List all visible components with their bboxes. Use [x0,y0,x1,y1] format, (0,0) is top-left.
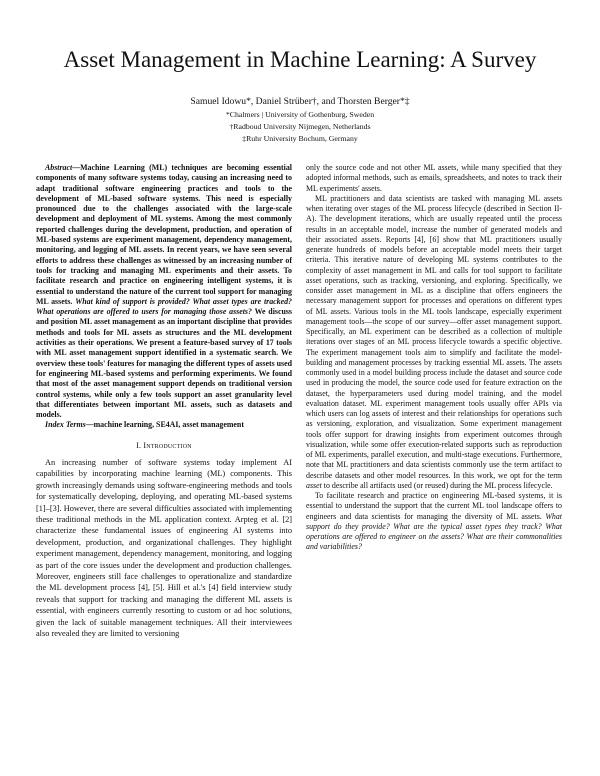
affiliation-1: *Chalmers | University of Gothenburg, Sweden [225,110,375,119]
abstract-questions: What kind of support is provided? What asset types are tracked? What operations are offered to users for managing those assets? [36,296,292,317]
intro-body [36,457,292,640]
right-column [306,163,562,553]
abstract [36,163,292,420]
affiliation-2: †Radboud University Nijmegen, Netherlands [229,122,371,131]
right-paragraph-3-questions: What support do they provide? What are the typical asset types they track? What operations are offered to engineer on the assets? What are their commonalities and variabilities? [306,511,562,552]
paper-title: Asset Management in Machine Learning: A Survey [63,47,537,72]
section-heading: I. Introduction [136,440,192,450]
right-paragraph-3 [306,491,562,553]
right-paragraph-1: only the source code and not other ML assets, while many specified that they adopted informal methods, such as emails, spreadsheets, and notes to track their ML experiments' assets. [306,163,562,193]
author-list: Samuel Idowu*, Daniel Strüber†, and Thorsten Berger*‡ [190,96,410,107]
right-paragraph-2 [306,194,562,491]
abstract-text-2: We discuss and position ML asset management as an important discipline that provides methods and tools for ML assets as structures and the ML development activities as their operations. We present a feature-based survey of 17 tools with ML asset management support identified in a systematic search. We overview these tools' features for managing the different types of assets used for engineering ML-based systems and performing experiments. We found that most of the asset management support depends on traditional version control systems, while only a few tools support an asset granularity level that differentiates between important ML assets, such as datasets and models. [36,307,292,420]
asset-term: asset [306,480,322,490]
affiliation-3: ‡Ruhr University Bochum, Germany [242,134,358,143]
left-column [36,163,292,640]
right-paragraph-3-text: To facilitate research and practice on engineering ML-based systems, it is essential to understand the support that the current ML tool landscape offers to engineers and data scientists for managing the diversity of ML assets. [306,491,562,521]
index-terms-label: Index Terms [45,420,86,430]
right-paragraph-2-end: to describe all artifacts used (or reused) during the ML process lifecycle. [321,480,553,490]
intro-paragraph: An increasing number of software systems today implement AI capabilities by incorporating machine learning (ML) components. This growth increasingly demands using software-engineering methods and tools for systematically developing, deploying, and operating ML-based systems [1]–[3]. However, there are several difficulties associated with implementing these traditional methods in the ML application context. Arpteg et al. [2] characterize these fundamental issues of engineering AI systems into development, production, and organizational challenges. They highlight experiment management, dependency management, monitoring, and logging as part of the core issues under the development and production challenges. Moreover, engineers still face challenges to operationalize and standardize the ML development process [4], [5]. Hill et al.'s [4] field interview study reveals that support for tracking and managing the different ML assets is essential, with engineers currently resorting to custom or ad hoc solutions, given the lack of suitable management techniques. All their interviewees also revealed they are limited to versioning [36,458,292,639]
right-paragraph-2-text: ML practitioners and data scientists are tasked with managing ML assets when iterating over stages of the ML process lifecycle (described in Section II-A). The development iterations, which are usually repeated until the process results in an acceptable model, increase the number of generated models and their associated assets. Reports [4], [6] show that ML practitioners usually generate hundreds of models before an acceptable model meets their target criteria. This iterative nature of developing ML systems contributes to the complexity of asset management in ML and calls for tool support to facilitate asset operations, such as tracking, versioning, and exploring. Specifically, we consider asset management in ML as a discipline that offers engineers the necessary management support for processes and operations on different types of ML assets. Various tools in the ML tools landscape, especially experiment management tools—the scope of our survey—offer asset management support. Specifically, an ML experiment can be described as a collection of multiple iterations over stages of an ML process lifecycle towards a specific objective. The experiment management tools aim to simplify and facilitate the model-building and management processes by tracking essential ML assets. The assets commonly used in a model building process include the dataset and source code used in producing the model, the source code used for feature extraction on the dataset, the hyperparameters used during model training, and the model evaluation dataset. ML experiment management tools usually offer APIs via which users can log assets of interest and their relationships for operations such as versioning, exploration, and visualization. Some experiment management tools offer support for drawing insights from experiment outcomes through visualization, while some offer execution-related supports such as reproduction of ML experiments, parallel execution, and multi-stage executions. Furthermore, note that ML practitioners and data scientists commonly use the term artifact to describe datasets and other model resources. In this work, we opt for the term [306,193,562,480]
abstract-text-1: —Machine Learning (ML) techniques are becoming essential components of many software systems today, causing an increasing need to adapt traditional software engineering practices and tools to the development of ML-based software systems. This need is especially pronounced due to the challenges associated with the large-scale development and deployment of ML systems. Among the most commonly reported challenges during the development, production, and operation of ML-based systems are experiment management, dependency management, monitoring, and logging of ML assets. In recent years, we have seen several efforts to address these challenges as witnessed by an increasing number of tools for tracking and managing ML experiments and their assets. To facilitate research and practice on engineering intelligent systems, it is essential to understand the nature of the current tool support for managing ML assets. [36,163,292,306]
index-terms-text: —machine learning, SE4AI, asset management [85,420,244,430]
index-terms [36,420,292,430]
abstract-label: Abstract [45,163,73,172]
